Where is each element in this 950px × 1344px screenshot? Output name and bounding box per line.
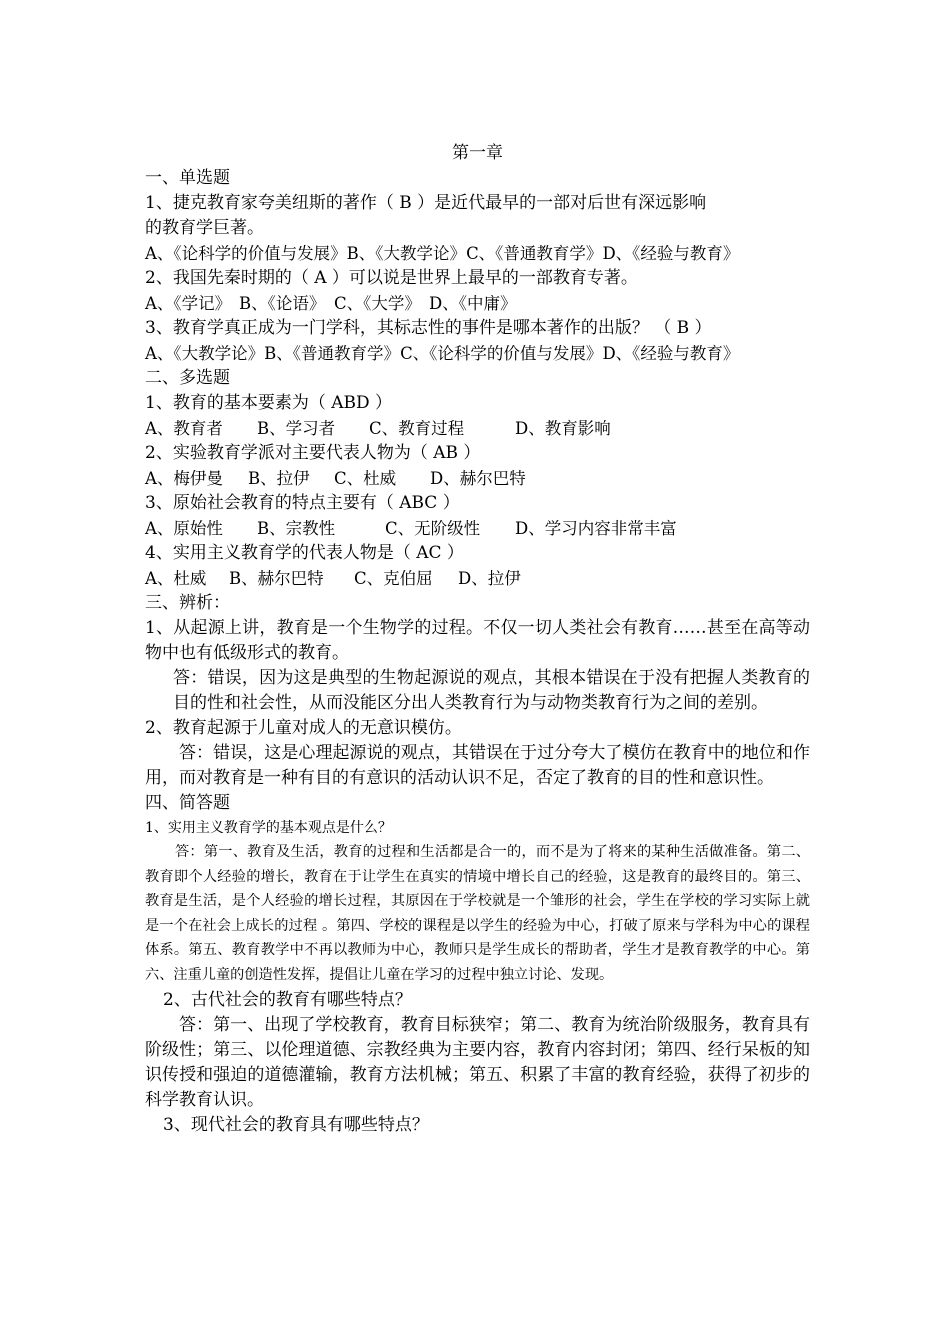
option-a: A、《论科学的价值与发展》: [145, 244, 347, 263]
option-d: D、学习内容非常丰富: [515, 519, 677, 538]
question-text: 3、教育学真正成为一门学科，其标志性的事件是哪本著作的出版？ （ B ）: [145, 318, 712, 338]
question-text: 1、教育的基本要素为（ ABD ）: [145, 393, 393, 413]
option-list: [145, 291, 810, 316]
option-d: D、《经验与教育》: [602, 344, 740, 363]
option-b: B、《论语》: [239, 294, 326, 313]
option-list: [145, 516, 810, 541]
option-a: A、教育者: [145, 419, 223, 438]
option-a: A、杜威: [145, 569, 207, 588]
option-d: D、赫尔巴特: [430, 469, 526, 488]
option-c: C、无阶级性: [385, 519, 481, 538]
option-c: C、《普通教育学》: [466, 244, 603, 263]
option-c: C、教育过程: [369, 419, 465, 438]
answer-text: 答：第一、教育及生活，教育的过程和生活都是合一的，而不是为了将来的某种生活做准备。第二、教育即个人经验的增长，教育在于让学生在真实的情境中增长自己的经验，这是教育的最终目的。第三、教育是生活，是个人经验的增长过程，其原因在于学校就是一个雏形的社会，学生在学校的学习实际上就是一个在社会上成长的过程 。第四、学校的课程是以学生的经验为中心，打破了原来与学科为中心的课程体系。第五、教育教学中不再以教师为中心，教师只是学生成长的帮助者，学生才是教育教学的中心。第六、注重儿童的创造性发挥，提倡让儿童在学习的过程中独立讨论、发现。: [145, 844, 810, 983]
option-b: B、《大教学论》: [346, 244, 467, 263]
option-d: D、教育影响: [515, 419, 611, 438]
option-b: B、学习者: [257, 419, 336, 438]
section-heading-analysis: 三、辨析：: [145, 593, 230, 613]
option-a: A、《学记》: [145, 294, 232, 313]
option-b: B、《普通教育学》: [264, 344, 401, 363]
question-text: 4、实用主义教育学的代表人物是（ AC ）: [145, 543, 464, 563]
option-d: D、拉伊: [458, 569, 521, 588]
answer-text: 答：第一、出现了学校教育，教育目标狭窄；第二、教育为统治阶级服务，教育具有阶级性；第三、以伦理道德、宗教经典为主要内容，教育内容封闭；第四、经行呆板的知识传授和强迫的道德灌输，教育方法机械；第五、积累了丰富的教育经验，获得了初步的科学教育认识。: [145, 1014, 810, 1110]
option-c: C、克伯屈: [354, 569, 433, 588]
option-c: C、《论科学的价值与发展》: [400, 344, 603, 363]
option-c: C、《大学》: [334, 294, 421, 313]
question-text: 1、从起源上讲，教育是一个生物学的过程。不仅一切人类社会有教育……甚至在高等动物中也有低级形式的教育。: [145, 618, 810, 663]
option-c: C、杜威: [334, 469, 397, 488]
option-b: B、拉伊: [248, 469, 310, 488]
question-text: 2、教育起源于儿童对成人的无意识模仿。: [145, 718, 462, 738]
section-heading-single-choice: 一、单选题: [145, 168, 230, 188]
option-list: [145, 241, 810, 266]
chapter-title: 第一章: [452, 143, 503, 163]
option-list: [145, 466, 810, 491]
question-text: 3、原始社会教育的特点主要有（ ABC ）: [145, 493, 460, 513]
option-d: D、《中庸》: [429, 294, 517, 313]
question-text: 2、古代社会的教育有哪些特点？: [163, 989, 412, 1010]
question-text: 3、现代社会的教育具有哪些特点？: [163, 1114, 429, 1135]
answer-text: 答：错误，这是心理起源说的观点，其错误在于过分夸大了模仿在教育中的地位和作用，而对教育是一种有目的有意识的活动认识不足，否定了教育的目的性和意识性。: [145, 743, 810, 788]
question-text: 2、我国先秦时期的（ A ）可以说是世界上最早的一部教育专著。: [145, 268, 638, 288]
question-text: 1、捷克教育家夸美纽斯的著作（ B ）是近代最早的一部对后世有深远影响: [145, 193, 707, 213]
answer-text: 答：错误，因为这是典型的生物起源说的观点，其根本错误在于没有把握人类教育的目的性和社会性，从而没能区分出人类教育行为与动物类教育行为之间的差别。: [173, 668, 810, 713]
option-b: B、宗教性: [257, 519, 336, 538]
section-heading-multiple-choice: 二、多选题: [145, 368, 230, 388]
option-a: A、《大教学论》: [145, 344, 265, 363]
option-a: A、原始性: [145, 519, 223, 538]
question-text: 2、实验教育学派对主要代表人物为（ AB ）: [145, 443, 481, 463]
document-page: [145, 140, 810, 1138]
option-b: B、赫尔巴特: [229, 569, 324, 588]
option-list: [145, 341, 810, 366]
option-a: A、梅伊曼: [145, 469, 223, 488]
section-heading-short-answer: 四、简答题: [145, 793, 230, 813]
option-list: [145, 566, 810, 591]
question-text-continued: 的教育学巨著。: [145, 218, 264, 238]
option-d: D、《经验与教育》: [602, 244, 740, 263]
question-text: 1、实用主义教育学的基本观点是什么？: [145, 820, 392, 836]
option-list: [145, 416, 810, 441]
